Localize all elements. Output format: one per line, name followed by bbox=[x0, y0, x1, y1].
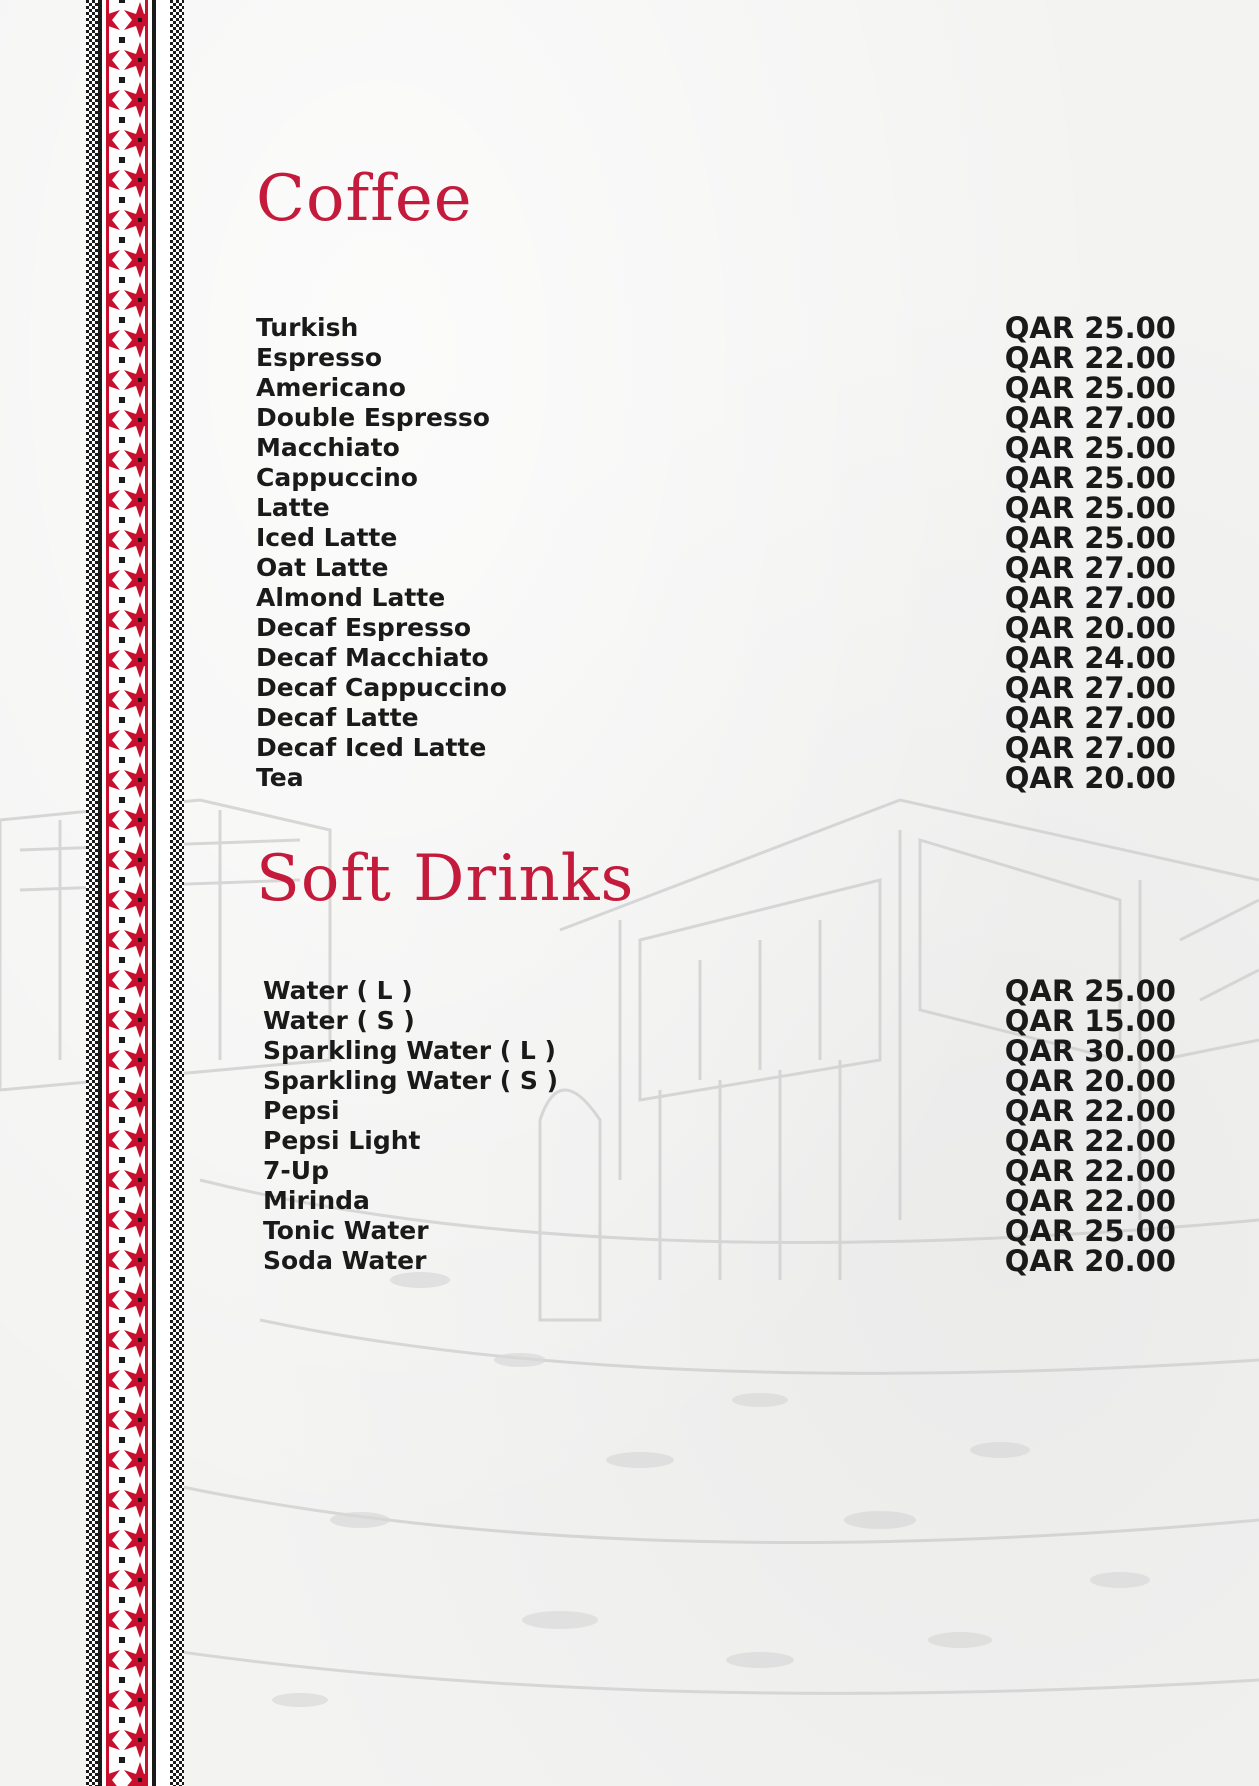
item-name: Turkish bbox=[256, 313, 359, 342]
menu-item bbox=[256, 613, 1176, 643]
item-name: 7-Up bbox=[263, 1156, 329, 1185]
item-name: Water ( S ) bbox=[263, 1006, 415, 1035]
menu-item bbox=[256, 463, 1176, 493]
item-price: QAR 25.00 bbox=[1004, 371, 1176, 405]
menu-item bbox=[263, 1066, 1183, 1096]
item-name: Double Espresso bbox=[256, 403, 490, 432]
item-name: Decaf Cappuccino bbox=[256, 673, 507, 702]
item-name: Iced Latte bbox=[256, 523, 398, 552]
coffee-section-title: Coffee bbox=[256, 162, 473, 236]
menu-item bbox=[256, 493, 1176, 523]
menu-item bbox=[256, 343, 1176, 373]
item-name: Oat Latte bbox=[256, 553, 389, 582]
item-price: QAR 27.00 bbox=[1004, 671, 1176, 705]
menu-item bbox=[256, 583, 1176, 613]
item-name: Espresso bbox=[256, 343, 383, 372]
menu-item bbox=[263, 1246, 1183, 1276]
item-price: QAR 27.00 bbox=[1004, 401, 1176, 435]
item-price: QAR 22.00 bbox=[1004, 1154, 1176, 1188]
coffee-menu-list bbox=[256, 313, 1176, 793]
item-price: QAR 25.00 bbox=[1004, 491, 1176, 525]
item-price: QAR 20.00 bbox=[1004, 1244, 1176, 1278]
menu-item bbox=[256, 523, 1176, 553]
menu-item bbox=[256, 673, 1176, 703]
menu-item bbox=[256, 373, 1176, 403]
item-price: QAR 27.00 bbox=[1004, 551, 1176, 585]
item-name: Decaf Latte bbox=[256, 703, 419, 732]
item-price: QAR 22.00 bbox=[1004, 1124, 1176, 1158]
item-price: QAR 25.00 bbox=[1004, 1214, 1176, 1248]
menu-item bbox=[256, 733, 1176, 763]
item-price: QAR 20.00 bbox=[1004, 761, 1176, 795]
menu-item bbox=[256, 703, 1176, 733]
menu-item bbox=[263, 976, 1183, 1006]
menu-item bbox=[256, 763, 1176, 793]
item-price: QAR 20.00 bbox=[1004, 1064, 1176, 1098]
item-price: QAR 15.00 bbox=[1004, 1004, 1176, 1038]
item-name: Cappuccino bbox=[256, 463, 418, 492]
item-name: Pepsi Light bbox=[263, 1126, 421, 1155]
menu-item bbox=[256, 403, 1176, 433]
soft-drinks-menu-list bbox=[263, 976, 1183, 1276]
item-price: QAR 27.00 bbox=[1004, 581, 1176, 615]
item-price: QAR 25.00 bbox=[1004, 974, 1176, 1008]
item-name: Almond Latte bbox=[256, 583, 446, 612]
item-price: QAR 25.00 bbox=[1004, 521, 1176, 555]
soft-drinks-section-title: Soft Drinks bbox=[256, 842, 635, 916]
item-name: Soda Water bbox=[263, 1246, 427, 1275]
item-price: QAR 25.00 bbox=[1004, 311, 1176, 345]
item-price: QAR 27.00 bbox=[1004, 731, 1176, 765]
menu-item bbox=[256, 313, 1176, 343]
item-name: Americano bbox=[256, 373, 406, 402]
item-name: Water ( L ) bbox=[263, 976, 413, 1005]
item-name: Pepsi bbox=[263, 1096, 340, 1125]
menu-item bbox=[263, 1096, 1183, 1126]
item-name: Sparkling Water ( L ) bbox=[263, 1036, 556, 1065]
item-price: QAR 22.00 bbox=[1004, 341, 1176, 375]
item-name: Decaf Macchiato bbox=[256, 643, 489, 672]
menu-item bbox=[263, 1126, 1183, 1156]
item-price: QAR 25.00 bbox=[1004, 461, 1176, 495]
item-price: QAR 22.00 bbox=[1004, 1184, 1176, 1218]
item-price: QAR 25.00 bbox=[1004, 431, 1176, 465]
menu-item bbox=[263, 1006, 1183, 1036]
item-name: Tea bbox=[256, 763, 304, 792]
menu-item bbox=[263, 1036, 1183, 1066]
menu-item bbox=[256, 433, 1176, 463]
item-price: QAR 30.00 bbox=[1004, 1034, 1176, 1068]
item-price: QAR 27.00 bbox=[1004, 701, 1176, 735]
item-price: QAR 20.00 bbox=[1004, 611, 1176, 645]
item-name: Tonic Water bbox=[263, 1216, 429, 1245]
embroidery-border bbox=[86, 0, 184, 1786]
item-price: QAR 24.00 bbox=[1004, 641, 1176, 675]
item-name: Decaf Espresso bbox=[256, 613, 472, 642]
item-name: Sparkling Water ( S ) bbox=[263, 1066, 559, 1095]
menu-item bbox=[263, 1156, 1183, 1186]
item-name: Macchiato bbox=[256, 433, 400, 462]
item-name: Decaf Iced Latte bbox=[256, 733, 487, 762]
menu-item bbox=[256, 643, 1176, 673]
menu-item bbox=[263, 1186, 1183, 1216]
menu-item bbox=[256, 553, 1176, 583]
item-name: Mirinda bbox=[263, 1186, 370, 1215]
menu-item bbox=[263, 1216, 1183, 1246]
item-price: QAR 22.00 bbox=[1004, 1094, 1176, 1128]
item-name: Latte bbox=[256, 493, 330, 522]
